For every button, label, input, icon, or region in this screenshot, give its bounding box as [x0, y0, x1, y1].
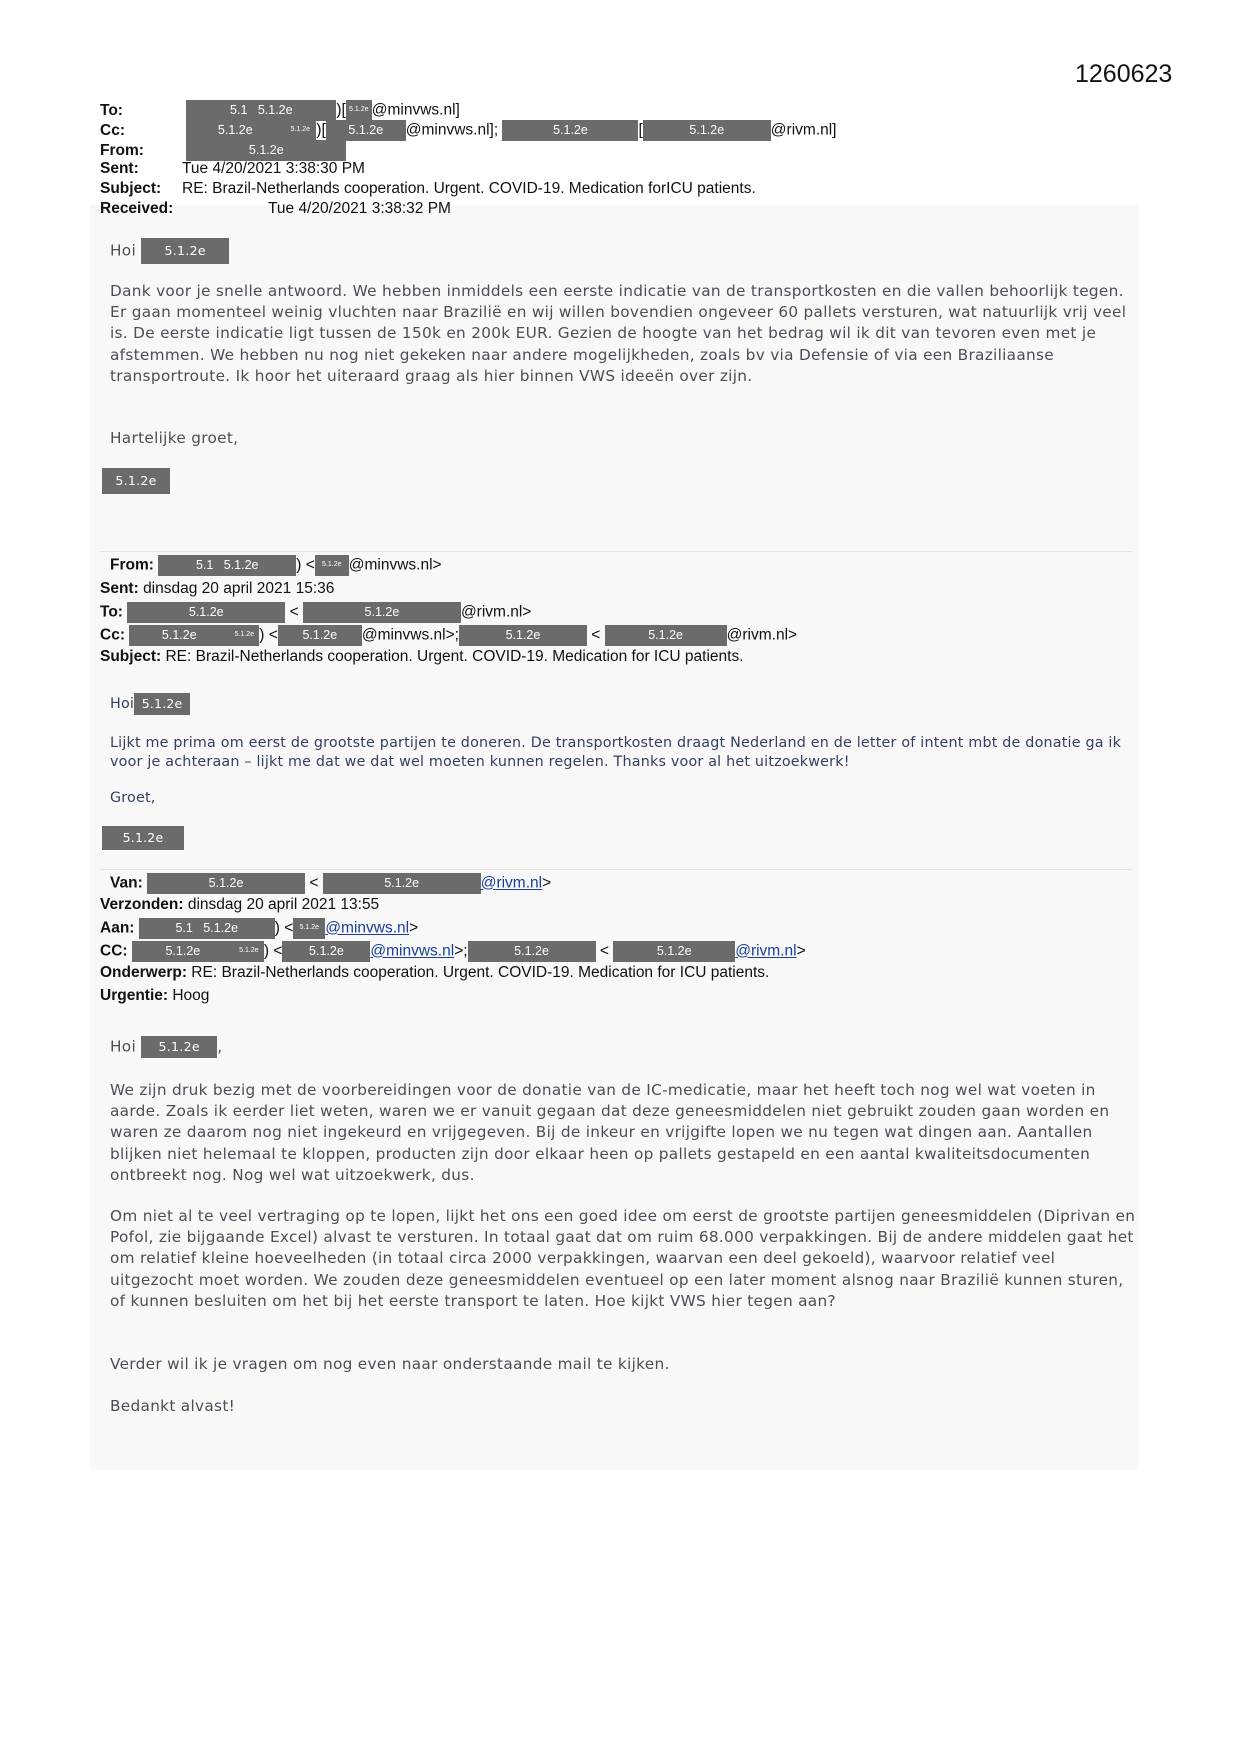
msg2-sent-date: dinsdag 20 april 2021 15:36 [143, 580, 335, 597]
redaction: 5.1.2e [141, 238, 229, 264]
msg2-to-address: @rivm.nl> [460, 603, 532, 621]
msg1-sent-date: Tue 4/20/2021 3:38:30 PM [182, 160, 365, 177]
msg2-from-line: From: 5.1 5.1.2e ) < 5.1.2e @minvws.nl> [110, 555, 442, 576]
msg2-from-address: @minvws.nl> [348, 556, 442, 574]
msg1-sent-label: Sent: [100, 160, 139, 177]
msg3-from-label: Van: [110, 874, 143, 892]
msg3-greeting: Hoi [110, 1037, 137, 1056]
msg1-cc-address-1: @minvws.nl]; [405, 121, 499, 139]
redaction: 5.1.2e [303, 602, 461, 623]
msg3-subject-line [100, 964, 769, 982]
msg1-cc-label: Cc: [100, 121, 125, 139]
redaction: 5.1.2e [284, 120, 316, 141]
separator [100, 551, 1132, 552]
redaction: 5.1.2e [229, 625, 259, 646]
msg1-cc-address-2: @rivm.nl] [770, 121, 837, 139]
redaction: 5.1.2e [186, 120, 284, 141]
msg3-body-paragraph-3: Verder wil ik je vragen om nog even naar onderstaande mail te kijken. [110, 1355, 670, 1373]
redaction: 5.1.2e [613, 941, 735, 962]
msg3-to-address[interactable]: @minvws.nl [325, 919, 410, 937]
msg1-signature [102, 468, 1132, 494]
redaction: 5.1.2e [141, 1036, 217, 1058]
msg2-cc-address-2: @rivm.nl> [726, 626, 798, 644]
redaction: 5.1.2e [278, 625, 362, 646]
redaction: 5.1.2e [643, 120, 771, 141]
msg1-greeting-line [110, 238, 1140, 264]
msg1-cc-line: Cc: 5.1.2e 5.1.2e )[ 5.1.2e @minvws.nl]; 5.1.2e [ 5.1.2e @rivm.nl] [100, 120, 836, 141]
msg2-subject: RE: Brazil-Netherlands cooperation. Urgent. COVID-19. Medication for ICU patients. [165, 648, 744, 665]
msg3-cc-line: CC: 5.1.2e 5.1.2e ) < 5.1.2e @minvws.nl>; 5.1.2e < 5.1.2e @rivm.nl> [100, 941, 806, 962]
msg1-from-line [100, 140, 346, 161]
redaction: 5.1.2e [459, 625, 587, 646]
msg2-cc-address-1: @minvws.nl>; [361, 626, 459, 644]
msg3-closing: Bedankt alvast! [110, 1397, 236, 1415]
redaction: 5.1.2e [282, 941, 370, 962]
redaction: 5.1.2e [605, 625, 727, 646]
msg3-urgency: Hoog [172, 987, 210, 1004]
redaction: 5.1 5.1.2e [186, 100, 336, 121]
msg3-cc-address-1[interactable]: @minvws.nl [370, 942, 455, 960]
msg3-to-label: Aan: [100, 919, 135, 937]
msg2-cc-label: Cc: [100, 626, 125, 644]
msg3-to-line: Aan: 5.1 5.1.2e ) < 5.1.2e @minvws.nl> [100, 918, 418, 939]
redaction: 5.1.2e [127, 602, 285, 623]
document-number: 1260623 [1075, 60, 1173, 88]
redaction: 5.1.2e [186, 140, 346, 161]
msg2-subject-label: Subject: [100, 648, 162, 665]
msg1-to-line: To: 5.1 5.1.2e )[ 5.1.2e @minvws.nl] [100, 100, 460, 121]
msg3-from-address[interactable]: @rivm.nl [480, 874, 543, 892]
msg1-sent-line [100, 160, 365, 178]
msg1-to-address: @minvws.nl] [371, 101, 460, 119]
redaction: 5.1.2e [102, 826, 184, 850]
msg2-greeting-line [110, 693, 1140, 715]
msg3-cc-address-2[interactable]: @rivm.nl [735, 942, 797, 960]
msg3-subject-label: Onderwerp: [100, 964, 187, 981]
redaction: 5.1 5.1.2e [158, 555, 296, 576]
redaction: 5.1.2e [326, 120, 406, 141]
redaction: 5.1.2e [132, 941, 234, 962]
msg3-body-paragraph-2: Om niet al te veel vertraging op te lopen, lijkt het ons een goed idee om eerst de grootste partijen geneesmiddelen (Diprivan en Pofol, zie bijgaande Excel) alvast te versturen. In totaal gaat dat om ruim 68.000 verpakkingen. Bij de andere middelen gaat het om relatief kleine hoeveelheden (in totaal circa 2000 verpakkingen, waarvan een deel gekoeld), waarvoor relatief veel uitgezocht moet worden. We zouden deze geneesmiddelen eventueel op een later moment alsnog naar Brazilië kunnen sturen, of kunnen besluiten om het bij het eerste transport te laten. Hoe kijkt VWS hier tegen aan? [110, 1207, 1136, 1310]
msg2-signature [102, 826, 1132, 850]
msg3-urgency-label: Urgentie: [100, 987, 169, 1004]
msg2-greeting: Hoi [110, 696, 135, 712]
redaction: 5.1.2e [346, 100, 372, 121]
msg2-body: Lijkt me prima om eerst de grootste partijen te doneren. De transportkosten draagt Nederland en de letter of intent mbt de donatie ga ik voor je achteraan – lijkt me dat we dat wel moeten kunnen regelen. Thanks voor al het uitzoekwerk! [110, 735, 1122, 770]
msg1-closing: Hartelijke groet, [110, 429, 239, 447]
redaction: 5.1.2e [147, 873, 305, 894]
msg2-to-line: To: 5.1.2e < 5.1.2e @rivm.nl> [100, 602, 531, 623]
msg2-to-label: To: [100, 603, 123, 621]
msg3-sent-label: Verzonden: [100, 896, 184, 913]
msg2-closing: Groet, [110, 790, 156, 806]
separator [100, 869, 1132, 870]
msg2-subject-line [100, 648, 744, 666]
redaction: 5.1 5.1.2e [139, 918, 275, 939]
msg1-received-line [100, 200, 451, 218]
msg2-sent-line [100, 580, 334, 598]
msg3-sent-date: dinsdag 20 april 2021 13:55 [187, 896, 380, 913]
msg3-cc-label: CC: [100, 942, 128, 960]
redaction: 5.1.2e [502, 120, 638, 141]
redaction: 5.1.2e [315, 555, 349, 576]
msg3-from-line: Van: 5.1.2e < 5.1.2e @rivm.nl> [110, 873, 551, 894]
msg2-from-label: From: [110, 556, 154, 574]
msg1-to-label: To: [100, 101, 123, 119]
msg1-subject: RE: Brazil-Netherlands cooperation. Urgent. COVID-19. Medication forICU patients. [182, 180, 756, 197]
msg1-greeting: Hoi [110, 241, 137, 260]
msg3-body-paragraph-1: We zijn druk bezig met de voorbereidingen voor de donatie van de IC-medicatie, maar het heeft toch nog wel wat voeten in aarde. Zoals ik eerder liet weten, waren we er vanuit gegaan dat deze geneesmiddelen niet gebruikt zouden gaan worden en waren ze daarom nog niet ingekeurd en vrijgegeven. Bij de inkeur en vrijgifte lopen we nu tegen wat dingen aan. Aantallen blijken niet helemaal te kloppen, producten zijn door elkaar heen op pallets gestapeld en een aantal kwaliteitsdocumenten ontbreekt nog. Nog wel wat uitzoekwerk, dus. [110, 1081, 1110, 1184]
redaction: 5.1.2e [468, 941, 596, 962]
msg3-sent-line [100, 896, 379, 914]
msg1-received-date: Tue 4/20/2021 3:38:32 PM [268, 200, 451, 217]
redaction: 5.1.2e [129, 625, 229, 646]
msg2-cc-line: Cc: 5.1.2e 5.1.2e ) < 5.1.2e @minvws.nl>; 5.1.2e < 5.1.2e @rivm.nl> [100, 625, 797, 646]
msg1-received-label: Received: [100, 200, 174, 217]
redaction: 5.1.2e [102, 468, 170, 494]
msg1-subject-line [100, 180, 756, 198]
redaction: 5.1.2e [134, 693, 190, 715]
msg3-urgency-line [100, 987, 209, 1005]
msg1-from-label: From: [100, 141, 144, 159]
redaction: 5.1.2e [234, 941, 264, 962]
msg2-sent-label: Sent: [100, 580, 139, 597]
redaction: 5.1.2e [293, 918, 325, 939]
msg1-body: Dank voor je snelle antwoord. We hebben inmiddels een eerste indicatie van de transportkosten en die vallen behoorlijk tegen. Er gaan momenteel weinig vluchten naar Brazilië en wij willen bovendien ongeveer 60 pallets versturen, wat natuurlijk vrij veel is. De eerste indicatie ligt tussen de 150k en 200k EUR. Gezien de hoogte van het bedrag wil ik dit van tevoren even met je afstemmen. We hebben nu nog niet gekeken naar andere mogelijkheden, zoals bv via Defensie of via een Braziliaanse transportroute. Ik hoor het uiteraard graag als hier binnen VWS ideeën over zijn. [110, 282, 1127, 385]
msg3-subject: RE: Brazil-Netherlands cooperation. Urgent. COVID-19. Medication for ICU patients. [191, 964, 770, 981]
redaction: 5.1.2e [323, 873, 481, 894]
msg3-greeting-line: Hoi 5.1.2e , [110, 1036, 1140, 1058]
msg1-subject-label: Subject: [100, 180, 162, 197]
